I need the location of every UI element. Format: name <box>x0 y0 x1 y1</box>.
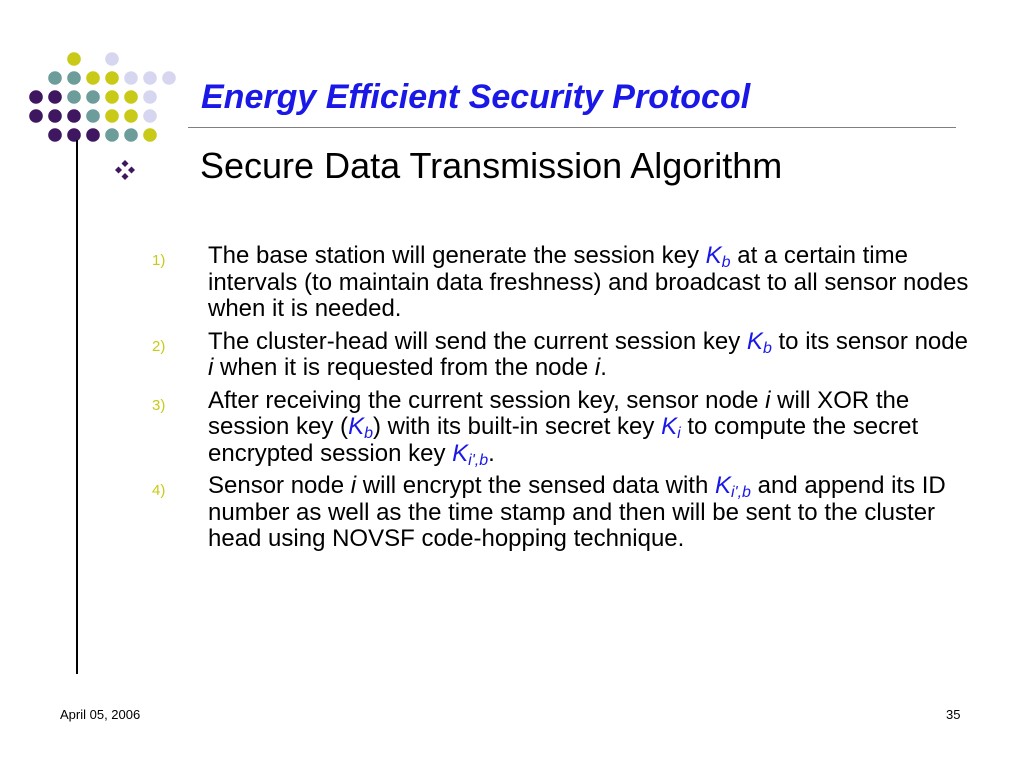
step-text: to its sensor node <box>771 327 968 355</box>
algorithm-steps <box>152 243 972 559</box>
decorative-dot <box>86 71 100 85</box>
list-item <box>152 243 972 323</box>
list-number: 2) <box>152 337 166 355</box>
decorative-dot <box>124 71 138 85</box>
decorative-dot <box>105 109 119 123</box>
slide-title: Energy Efficient Security Protocol <box>201 78 751 116</box>
step-text: The base station will generate the session key <box>208 242 706 269</box>
step-text: to compute the secret encrypted session key <box>208 413 919 467</box>
step-text: at a certain time intervals (to maintain data freshness) and broadcast to all sensor nodes when it is needed. <box>208 242 969 322</box>
list-number: 4) <box>152 482 166 499</box>
decorative-dot <box>143 90 157 104</box>
step-text: will XOR the session key ( <box>208 386 910 440</box>
decorative-dot <box>29 109 43 123</box>
decorative-dot <box>143 71 157 85</box>
step-text: and append its ID number as well as the time stamp and then will be sent to the cluster head using NOVSF code-hopping technique. <box>208 472 946 552</box>
decorative-dot <box>86 128 100 142</box>
decorative-dot <box>86 90 100 104</box>
list-number: 3) <box>152 396 166 414</box>
secret-key-symbol: $K_i$ <box>661 413 681 442</box>
decorative-dot <box>105 71 119 85</box>
encrypted-key-symbol: $K_{i',b}$ <box>452 439 489 469</box>
list-item <box>152 388 972 468</box>
node-variable: i <box>594 354 601 381</box>
decorative-dot <box>143 128 157 142</box>
decorative-dot <box>105 128 119 142</box>
list-number: 1) <box>152 252 166 269</box>
decorative-dot <box>86 109 100 123</box>
step-text: . <box>600 354 607 381</box>
decorative-dot <box>67 71 81 85</box>
decorative-dot <box>162 71 176 85</box>
decorative-dot <box>105 90 119 104</box>
session-key-symbol: $K_b$ <box>705 242 731 271</box>
decorative-dot <box>67 128 81 142</box>
step-text: . <box>488 439 495 467</box>
step-text: will encrypt the sensed data with <box>356 472 715 499</box>
session-key-symbol: $K_b$ <box>746 327 772 357</box>
decorative-dot <box>67 52 81 66</box>
encrypted-key-symbol: $K_{i',b}$ <box>714 472 751 501</box>
decorative-dot <box>124 109 138 123</box>
decorative-dot <box>29 90 43 104</box>
decorative-dot <box>48 109 62 123</box>
decorative-dot <box>143 109 157 123</box>
node-variable: i <box>765 386 771 414</box>
decorative-dot <box>67 109 81 123</box>
vertical-divider <box>76 140 78 674</box>
slide-subtitle: Secure Data Transmission Algorithm <box>200 145 783 186</box>
title-underline <box>188 127 956 128</box>
session-key-symbol: $K_b$ <box>348 413 373 442</box>
decorative-dot <box>67 90 81 104</box>
step-text: The cluster-head will send the current session key <box>208 327 747 355</box>
list-item <box>152 473 972 553</box>
decorative-dot <box>124 128 138 142</box>
step-text: Sensor node <box>208 472 351 499</box>
node-variable: i <box>350 472 357 499</box>
step-text: when it is requested from the node <box>213 354 595 381</box>
step-text: ) with its built-in secret key <box>372 413 662 440</box>
footer-date: April 05, 2006 <box>60 707 141 722</box>
decorative-dot <box>105 52 119 66</box>
decorative-dot <box>124 90 138 104</box>
list-item <box>152 329 972 382</box>
decorative-dot <box>48 71 62 85</box>
diamond-cluster-icon <box>112 157 138 183</box>
node-variable: i <box>208 354 214 381</box>
page-number: 35 <box>946 707 961 722</box>
step-text: After receiving the current session key, sensor node <box>208 386 766 414</box>
decorative-dot-grid <box>0 0 200 160</box>
decorative-dot <box>48 128 62 142</box>
decorative-dot <box>48 90 62 104</box>
